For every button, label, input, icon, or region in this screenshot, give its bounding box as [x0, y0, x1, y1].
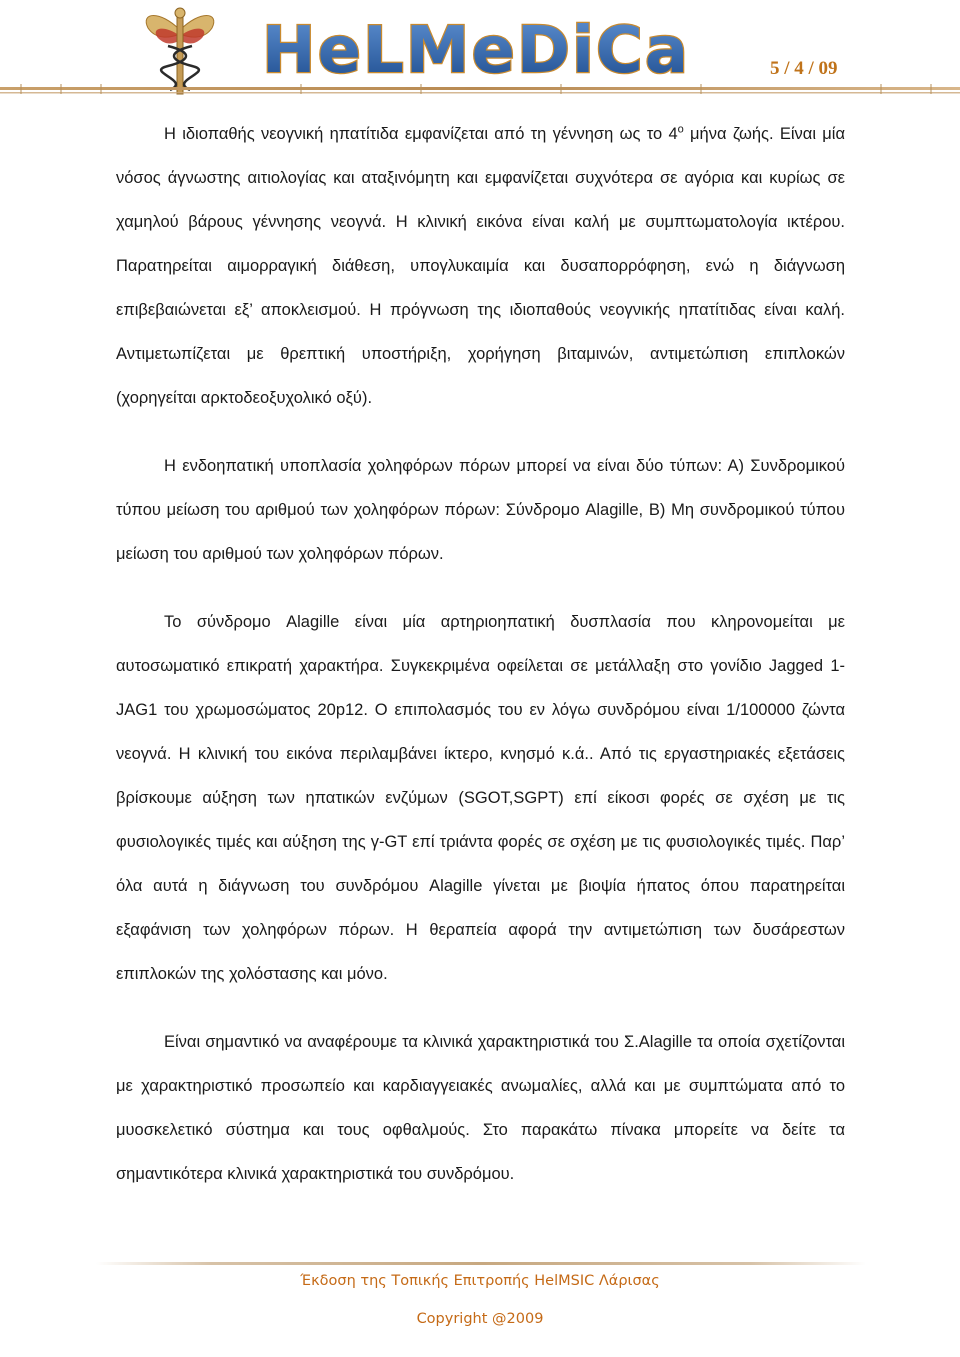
caduceus-icon [146, 8, 214, 94]
paragraph-alagille-syndrome: Το σύνδρομο Alagille είναι μία αρτηριοηπατική δυσπλασία που κληρονομείται με αυτοσωματικό επικρατή χαρακτήρα. Συγκεκριμένα οφείλεται σε μετάλλαξη στο γονίδιο Jagged 1-JAG1 του χρωμοσώματος 20p12. Ο επιπολασμός του εν λόγω συνδρόμου είναι 1/100000 ζώντα νεογνά. Η κλινική του εικόνα περιλαμβάνει ίκτερο, κνησμό κ.ά.. Από τις εργαστηριακές εξετάσεις βρίσκουμε αύξηση των ηπατικών ενζύμων (SGOT,SGPT) επί είκοσι φορές σε σχέση με τις φυσιολογικές τιμές και αύξηση της γ-GT επί τριάντα φορές σε σχέση με τις φυσιολογικές τιμές. Παρ’ όλα αυτά η διάγνωση του συνδρόμου Alagille γίνεται με βιοψία ήπατος όπου παρατηρείται εξαφάνιση των χοληφόρων πόρων. Η θεραπεία αφορά την αντιμετώπιση των δυσάρεστων επιπλοκών της χολόστασης και μόνο. [116, 613, 845, 983]
issue-date: 5 / 4 / 09 [770, 58, 838, 79]
footer-publisher: Έκδοση της Τοπικής Επιτροπής HelMSIC Λάρισας [300, 1273, 660, 1289]
paragraph-neonatal-hepatitis: Η ιδιοπαθής νεογνική ηπατίτιδα εμφανίζεται από τη γέννηση ως το $4^o$ μήνα ζωής. Είναι μία νόσος άγνωστης αιτιολογίας και αταξινόμητη και εμφανίζεται συχνότερα σε αγόρια και κυρίως σε χαμηλού βάρους γέννησης νεογνά. Η κλινική εικόνα είναι καλή με συμπτωματολογία ικτέρου. Παρατηρείται αιμορραγική διάθεση, υπογλυκαιμία και δυσαπορρόφηση, ενώ η διάγνωση επιβεβαιώνεται εξ’ αποκλεισμού. Η πρόγνωση της ιδιοπαθούς νεογνικής ηπατίτιδας είναι καλή. Αντιμετωπίζεται με θρεπτική υποστήριξη, χορήγηση βιταμινών, αντιμετώπιση επιπλοκών (χορηγείται αρκτοδεοξυχολικό οξύ). [116, 123, 845, 407]
header-graphic [0, 0, 960, 100]
footer-copyright: Copyright @2009 [416, 1311, 544, 1327]
ordinal-superscript: ο [677, 123, 684, 136]
paragraph-clinical-features: Είναι σημαντικό να αναφέρουμε τα κλινικά χαρακτηριστικά του Σ.Alagille τα οποία σχετίζονται με χαρακτηριστικό προσωπείο και καρδιαγγειακές ανωμαλίες, αλλά και με συμπτώματα από το μυοσκελετικό σύστημα και τους οφθαλμούς. Στο παρακάτω πίνακα μπορείτε να δείτε τα σημαντικότερα κλινικά χαρακτηριστικά του συνδρόμου. [116, 1033, 845, 1183]
logo-wordmark: HeLMeDiCa [262, 14, 691, 88]
page-header [0, 0, 960, 100]
paragraph-bile-duct-hypoplasia: Η ενδοηπατική υποπλασία χοληφόρων πόρων μπορεί να είναι δύο τύπων: Α) Συνδρομικού τύπου μείωση του αριθμού των χοληφόρων πόρων: Σύνδρομο Alagille, Β) Μη συνδρομικού τύπου μείωση του αριθμού των χοληφόρων πόρων. [116, 457, 845, 563]
article-body [116, 112, 845, 1196]
footer-rule [96, 1261, 866, 1267]
